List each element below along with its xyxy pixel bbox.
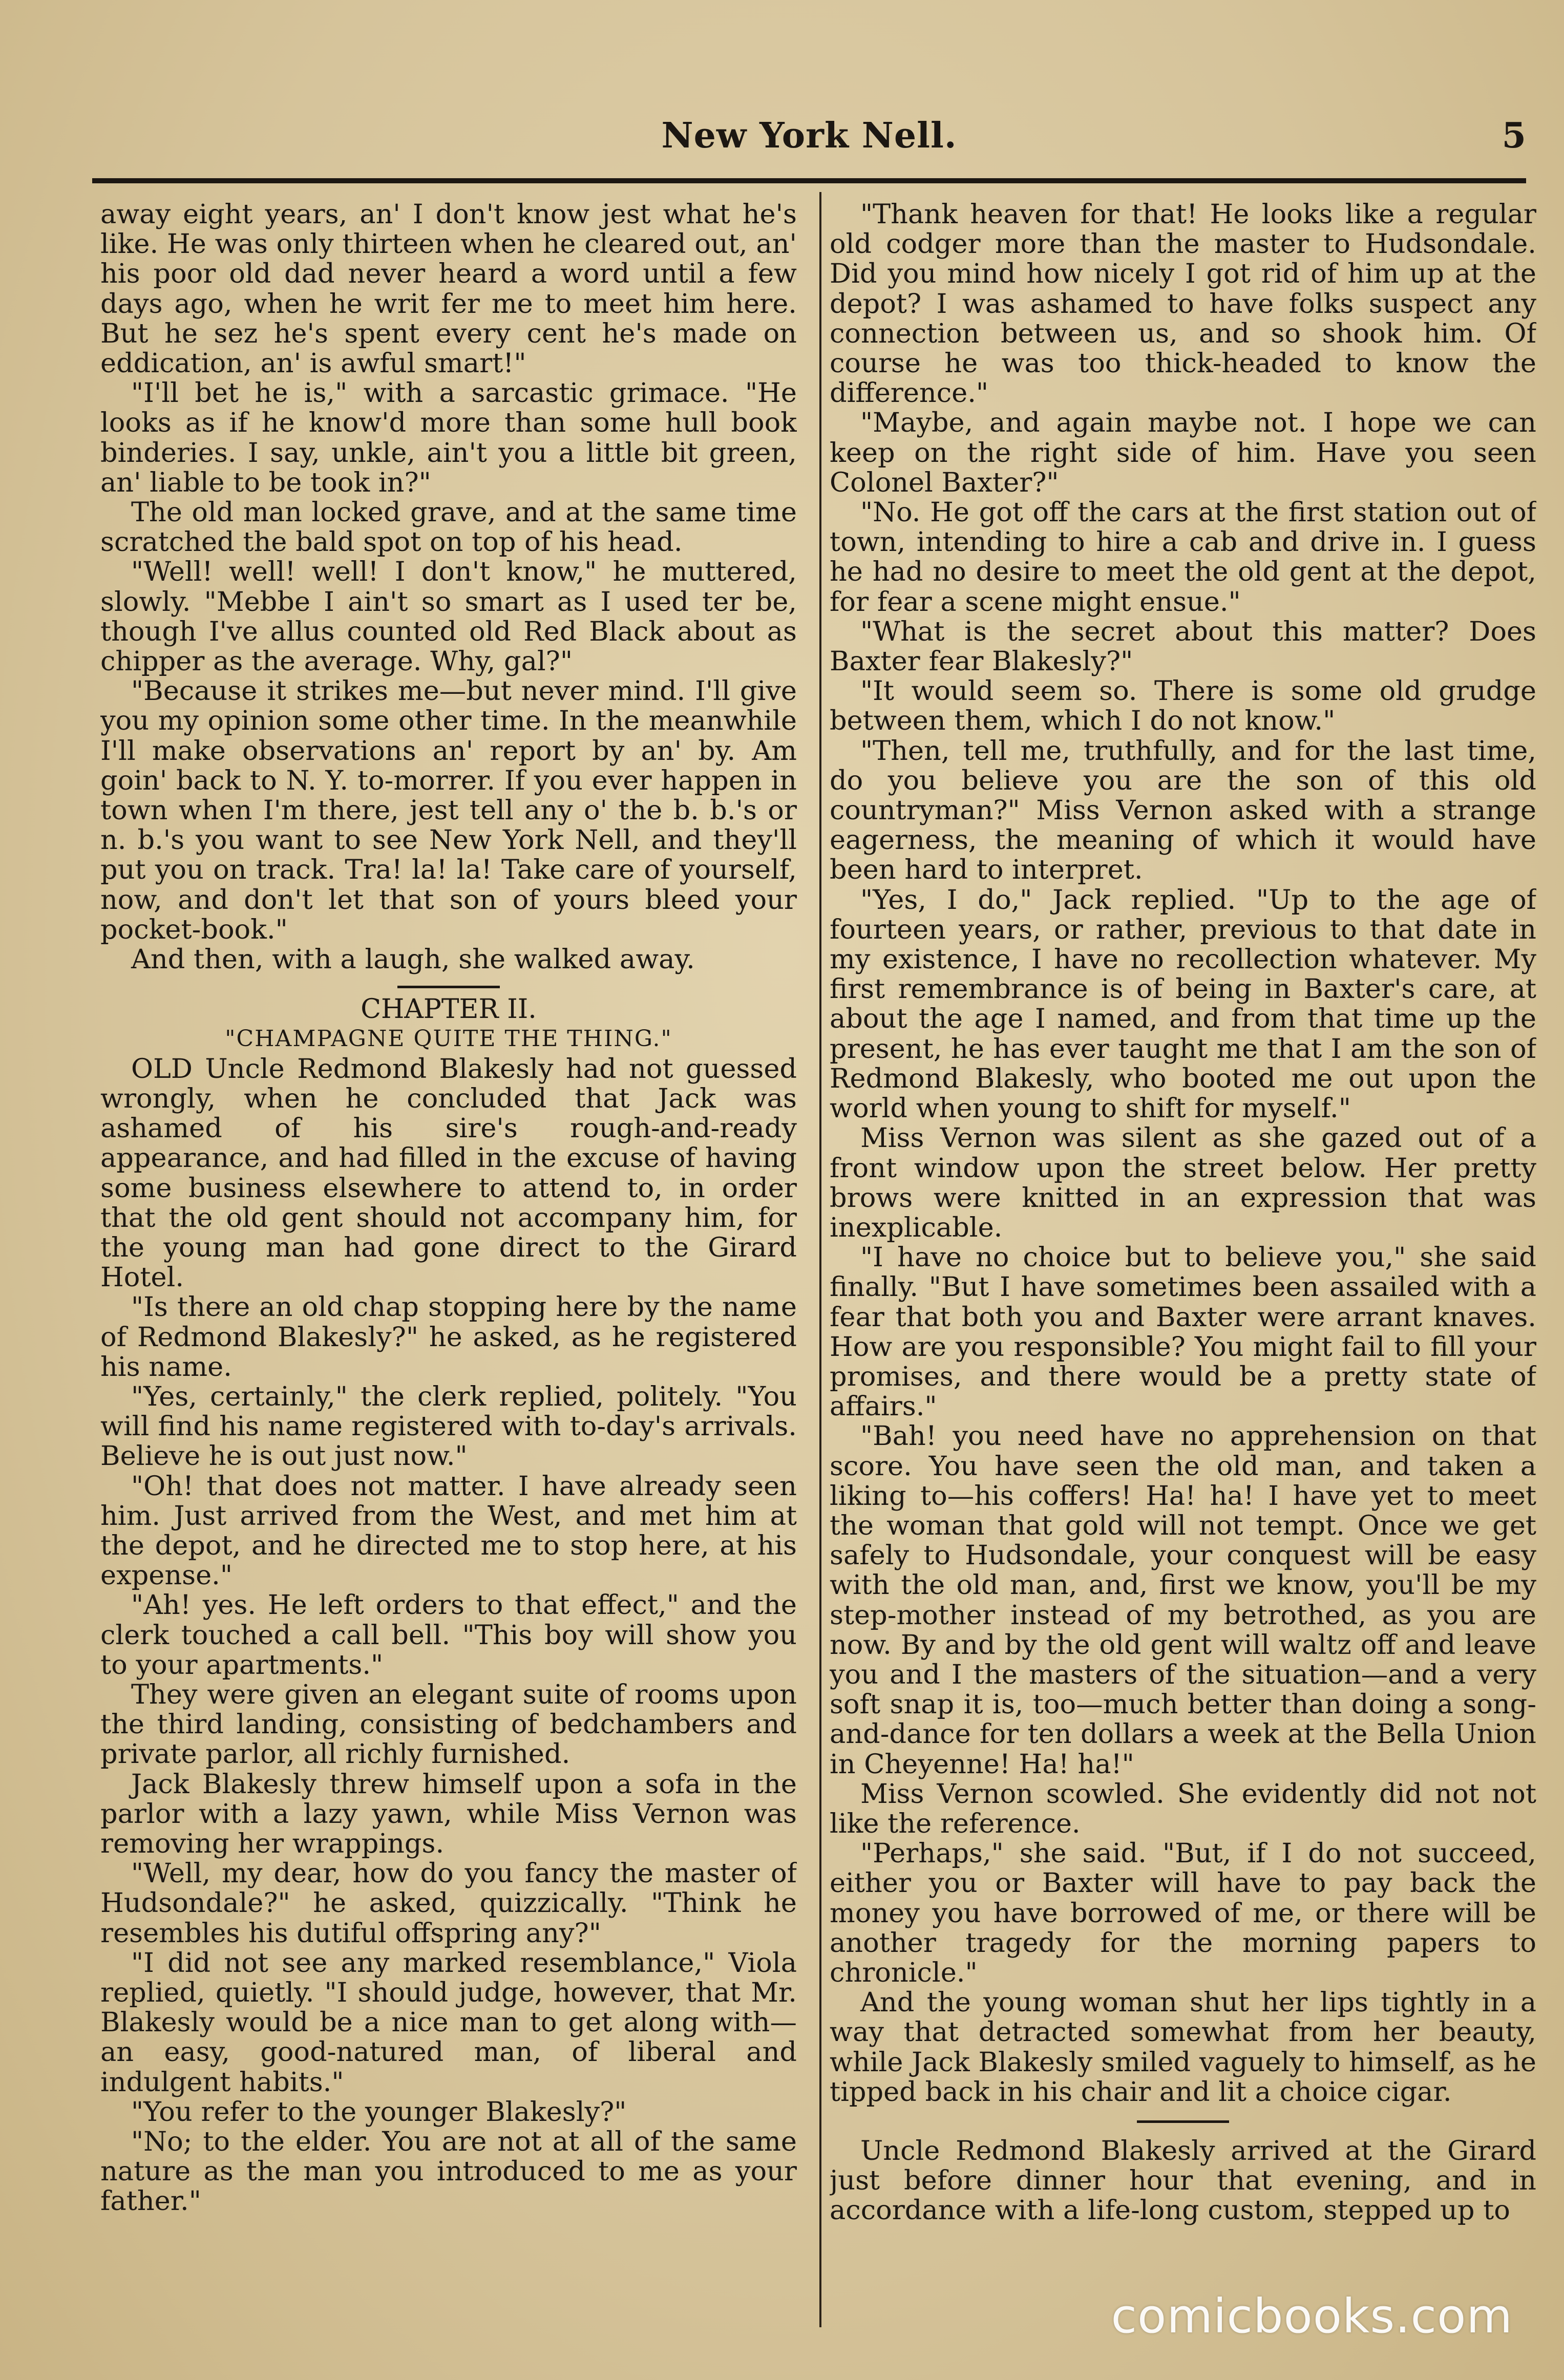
paragraph: "No. He got off the cars at the first station out of town, intending to hire a cab and drive in. I guess he had no desire to meet the old gent at the depot, for fear a scene might ensue.": [830, 497, 1536, 618]
page-number: 5: [1502, 115, 1526, 156]
paragraph: "Well! well! well! I don't know," he muttered, slowly. "Mebbe I ain't so smart as I used ter be, though I've allus counted old Red Black about as chipper as the average. Why, gal?": [100, 556, 797, 677]
paragraph: "Maybe, and again maybe not. I hope we can keep on the right side of him. Have you seen Colonel Baxter?": [830, 407, 1536, 498]
paragraph: "Yes, I do," Jack replied. "Up to the age of fourteen years, or rather, previous to that date in my existence, I have no recollection whatever. My first remembrance is of being in Baxter's care, at about the age I named, and from that time up the present, he has ever taught me that I am the son of Redmond Blakesly, who booted me out upon the world when young to shift for myself.": [830, 884, 1536, 1124]
paragraph: "Is there an old chap stopping here by the name of Redmond Blakesly?" he asked, as he registered his name.: [100, 1291, 797, 1383]
section-break-rule: [1137, 2120, 1229, 2123]
paragraph: Miss Vernon was silent as she gazed out of a front window upon the street below. Her pretty brows were knitted in an expression that was inexplicable.: [830, 1122, 1536, 1243]
right-column: [830, 200, 1536, 2340]
running-title: New York Nell.: [661, 115, 957, 156]
paragraph: And then, with a laugh, she walked away.: [131, 944, 695, 975]
paragraph: "Oh! that does not matter. I have already seen him. Just arrived from the West, and met him at the depot, and he directed me to stop here, at his expense.": [100, 1470, 797, 1591]
paragraph: "You refer to the younger Blakesly?": [131, 2096, 627, 2128]
chapter-subtitle: "CHAMPAGNE QUITE THE THING.": [225, 1026, 672, 1052]
paragraph: And the young woman shut her lips tightly in a way that detracted somewhat from her beauty, while Jack Blakesly smiled vaguely to himself, as he tipped back in his chair and lit a choice cigar.: [830, 1987, 1536, 2108]
paragraph: "Bah! you need have no apprehension on that score. You have seen the old man, and taken a liking to—his coffers! Ha! ha! I have yet to meet the woman that gold will not tempt. Once we get safely to Hudsondale, your conquest will be easy with the old man, and, first we know, you'll be my step-mother instead of my betrothed, as you are now. By and by the old gent will waltz off and leave you and I the masters of the situation—and a very soft snap it is, too—much better than doing a song-and-dance for ten dollars a week at the Bella Union in Cheyenne! Ha! ha!": [830, 1420, 1536, 1780]
column-divider: [819, 192, 821, 2327]
left-column: [100, 200, 797, 2340]
paragraph: "Then, tell me, truthfully, and for the last time, do you believe you are the son of this old countryman?" Miss Vernon asked with a strange eagerness, the meaning of which it would have been hard to interpret.: [830, 735, 1536, 886]
chapter-rule: [397, 986, 500, 988]
paragraph: They were given an elegant suite of rooms upon the third landing, consisting of bedchambers and private parlor, all richly furnished.: [100, 1678, 797, 1770]
paragraph: "Perhaps," she said. "But, if I do not succeed, either you or Baxter will have to pay back the money you have borrowed of me, or there will be another tragedy for the morning papers to chronicle.": [830, 1838, 1536, 1988]
paragraph: Uncle Redmond Blakesly arrived at the Girard just before dinner hour that evening, and in accordance with a life-long custom, stepped up to: [830, 2135, 1536, 2226]
paragraph: "Because it strikes me—but never mind. I'll give you my opinion some other time. In the meanwhile I'll make observations an' report by an' by. Am goin' back to N. Y. to-morrer. If you ever happen in town when I'm there, jest tell any o' the b. b.'s or n. b.'s you want to see New York Nell, and they'll put you on track. Tra! la! la! Take care of yourself, now, and don't let that son of yours bleed your pocket-book.": [100, 675, 797, 945]
paragraph: "What is the secret about this matter? Does Baxter fear Blakesly?": [830, 615, 1536, 677]
paragraph: "I did not see any marked resemblance," Viola replied, quietly. "I should judge, however, that Mr. Blakesly would be a nice man to get along with—an easy, good-natured man, of liberal and indulgent habits.": [100, 1947, 797, 2098]
paragraph: Miss Vernon scowled. She evidently did not not like the reference.: [830, 1778, 1536, 1839]
chapter-title: CHAPTER II.: [361, 994, 537, 1025]
paragraph: "Yes, certainly," the clerk replied, politely. "You will find his name registered with to-day's arrivals. Believe he is out just now.": [100, 1380, 797, 1472]
paragraph: Jack Blakesly threw himself upon a sofa in the parlor with a lazy yawn, while Miss Vernon was removing her wrappings.: [100, 1768, 797, 1859]
header-rule: [92, 178, 1526, 183]
paragraph: "Well, my dear, how do you fancy the master of Hudsondale?" he asked, quizzically. "Think he resembles his dutiful offspring any?": [100, 1858, 797, 1949]
paragraph: The old man locked grave, and at the same time scratched the bald spot on top of his head.: [100, 497, 797, 558]
paragraph: "Ah! yes. He left orders to that effect," and the clerk touched a call bell. "This boy will show you to your apartments.": [100, 1589, 797, 1681]
page-header: [92, 115, 1526, 161]
watermark-logo: comicbooks.com: [1111, 2289, 1513, 2344]
paragraph: "It would seem so. There is some old grudge between them, which I do not know.": [830, 675, 1536, 737]
paragraph: away eight years, an' I don't know jest what he's like. He was only thirteen when he cleared out, an' his poor old dad never heard a word until a few days ago, when he writ fer me to meet him here. But he sez he's spent every cent he's made on eddication, an' is awful smart!": [100, 200, 797, 379]
paragraph: "No; to the elder. You are not at all of the same nature as the man you introduced to me as your father.": [100, 2126, 797, 2217]
paragraph: "I'll bet he is," with a sarcastic grimace. "He looks as if he know'd more than some hull book binderies. I say, unkle, ain't you a little bit green, an' liable to be took in?": [100, 377, 797, 498]
paragraph: "Thank heaven for that! He looks like a regular old codger more than the master to Hudsondale. Did you mind how nicely I got rid of him up at the depot? I was ashamed to have folks suspect any connection between us, and so shook him. Of course he was too thick-headed to know the difference.": [830, 200, 1536, 409]
paragraph: OLD Uncle Redmond Blakesly had not guessed wrongly, when he concluded that Jack was ashamed of his sire's rough-and-ready appearance, and had filled in the excuse of having some business elsewhere to attend to, in order that the old gent should not accompany him, for the young man had gone direct to the Girard Hotel.: [100, 1053, 797, 1293]
paragraph: "I have no choice but to believe you," she said finally. "But I have sometimes been assailed with a fear that both you and Baxter were arrant knaves. How are you responsible? You might fail to fill your promises, and there would be a pretty state of affairs.": [830, 1242, 1536, 1422]
